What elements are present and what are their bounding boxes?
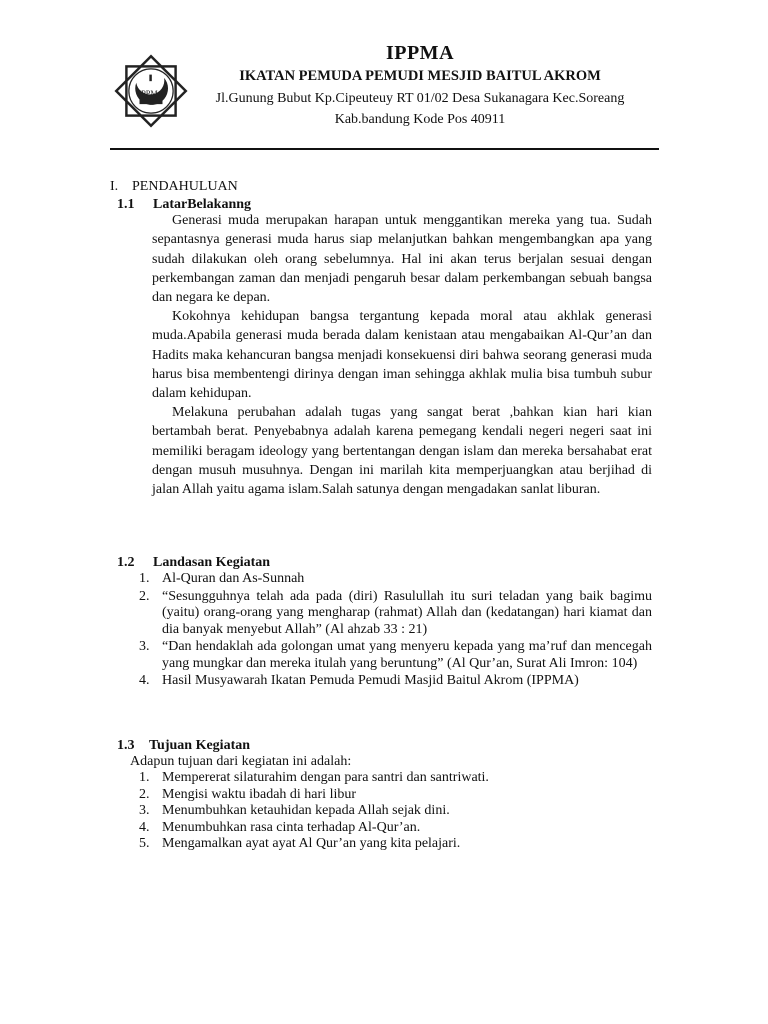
list-item-text: Al-Quran dan As-Sunnah — [162, 571, 305, 586]
list-item — [139, 589, 652, 639]
list-item — [139, 820, 652, 837]
tujuan-intro: Adapun tujuan dari kegiatan ini adalah: — [130, 754, 352, 769]
list-item-text: Mempererat silaturahim dengan para santri dan santriwati. — [162, 770, 489, 785]
list-item-number: 2. — [139, 588, 150, 604]
header-organization: IKATAN PEMUDA PEMUDI MESJID BAITUL AKROM — [239, 68, 601, 84]
section-number: I. — [110, 179, 119, 194]
list-item-number: 5. — [139, 836, 150, 851]
list-item-number: 3. — [139, 639, 150, 654]
list-item — [139, 673, 652, 690]
subsection-1-1-number: 1.1 — [117, 197, 135, 212]
subsection-1-3-title: Tujuan Kegiatan — [149, 738, 251, 753]
list-item — [139, 836, 652, 853]
header-address — [180, 88, 660, 130]
paragraph-1: Generasi muda merupakan harapan untuk menggantikan mereka yang tua. Sudah sepantasnya generasi muda harus siap melanjutkan bahkan mengembangkan apa yang sudah dilakukan oleh orang sebelumnya. Hal ini akan terus berjalan sesuai dengan perkembangan zaman dan menjadi pengaruh besar dalam perkembangan sebuah bangsa dan negara ke depan. — [152, 213, 652, 306]
tujuan-list — [139, 770, 652, 853]
list-item-number: 2. — [139, 786, 150, 802]
list-item — [139, 803, 652, 820]
address-line-1: Jl.Gunung Bubut Kp.Cipeuteuy RT 01/02 Desa Sukanagara Kec.Soreang — [215, 91, 625, 106]
subsection-1-1-title: LatarBelakanng — [153, 197, 252, 212]
list-item-text: Mengamalkan ayat ayat Al Qur’an yang kita pelajari. — [162, 836, 461, 851]
list-item-text: Menumbuhkan ketauhidan kepada Allah sejak dini. — [162, 803, 450, 818]
list-item — [139, 787, 652, 804]
list-item — [139, 571, 652, 588]
list-item-number: 4. — [139, 819, 150, 835]
section-title: PENDAHULUAN — [132, 179, 238, 194]
list-item-text: “Dan hendaklah ada golongan umat yang menyeru kepada yang ma’ruf dan mencegah yang mungkar dan mereka itulah yang beruntung” (Al Qur’an, Surat Ali Imron: 104) — [162, 639, 652, 671]
list-item-number: 3. — [139, 803, 150, 818]
logo-lettering: IPPMA — [138, 88, 164, 98]
list-item — [139, 639, 652, 672]
header-title: IPPMA — [385, 42, 455, 64]
header-divider — [110, 148, 659, 150]
list-item-number: 4. — [139, 673, 150, 688]
list-item-text: Menumbuhkan rasa cinta terhadap Al-Qur’an. — [162, 819, 421, 835]
subsection-1-2-title: Landasan Kegiatan — [153, 555, 271, 570]
subsection-1-3-number: 1.3 — [117, 738, 135, 753]
list-item-text: Hasil Musyawarah Ikatan Pemuda Pemudi Masjid Baitul Akrom (IPPMA) — [162, 673, 579, 688]
paragraph-2: Kokohnya kehidupan bangsa tergantung kepada moral atau akhlak generasi muda.Apabila generasi muda berada dalam kenistaan atau mengabaikan Al-Qur’an dan Hadits maka kehancuran bangsa menjadi konsekuensi diri bahwa seorang generasi muda harus bisa membentengi dirinya dengan iman sehingga akhlak mulia bisa tumbuh subur dalam kehidupan. — [152, 309, 652, 402]
list-item-number: 1. — [139, 770, 150, 785]
subsection-1-2-number: 1.2 — [117, 555, 135, 570]
list-item-text: Mengisi waktu ibadah di hari libur — [162, 786, 357, 802]
address-line-2: Kab.bandung Kode Pos 40911 — [334, 112, 506, 127]
list-item-text: “Sesungguhnya telah ada pada (diri) Rasulullah itu suri teladan yang baik bagimu (yaitu) orang-orang yang mengharap (rahmat) Allah dan (kedatangan) hari kiamat dan dia banyak menyebut Allah” (Al ahzab 33 : 21) — [162, 588, 652, 637]
paragraph-3: Melakuna perubahan adalah tugas yang sangat berat ,bahkan kian hari kian bertambah berat. Penyebabnya adalah karena pemegang kendali negeri negeri saat ini memiliki beragam ideology yang bertentangan dengan islam dan mereka bersahabat erat dengan musuh musuhnya. Dengan ini marilah kita memperjuangkan atau berjihad di jalan Allah yaitu agama islam.Salah satunya dengan mengadakan sanlat liburan. — [152, 405, 652, 498]
list-item — [139, 770, 652, 787]
landasan-list — [139, 571, 652, 690]
list-item-number: 1. — [139, 571, 150, 586]
